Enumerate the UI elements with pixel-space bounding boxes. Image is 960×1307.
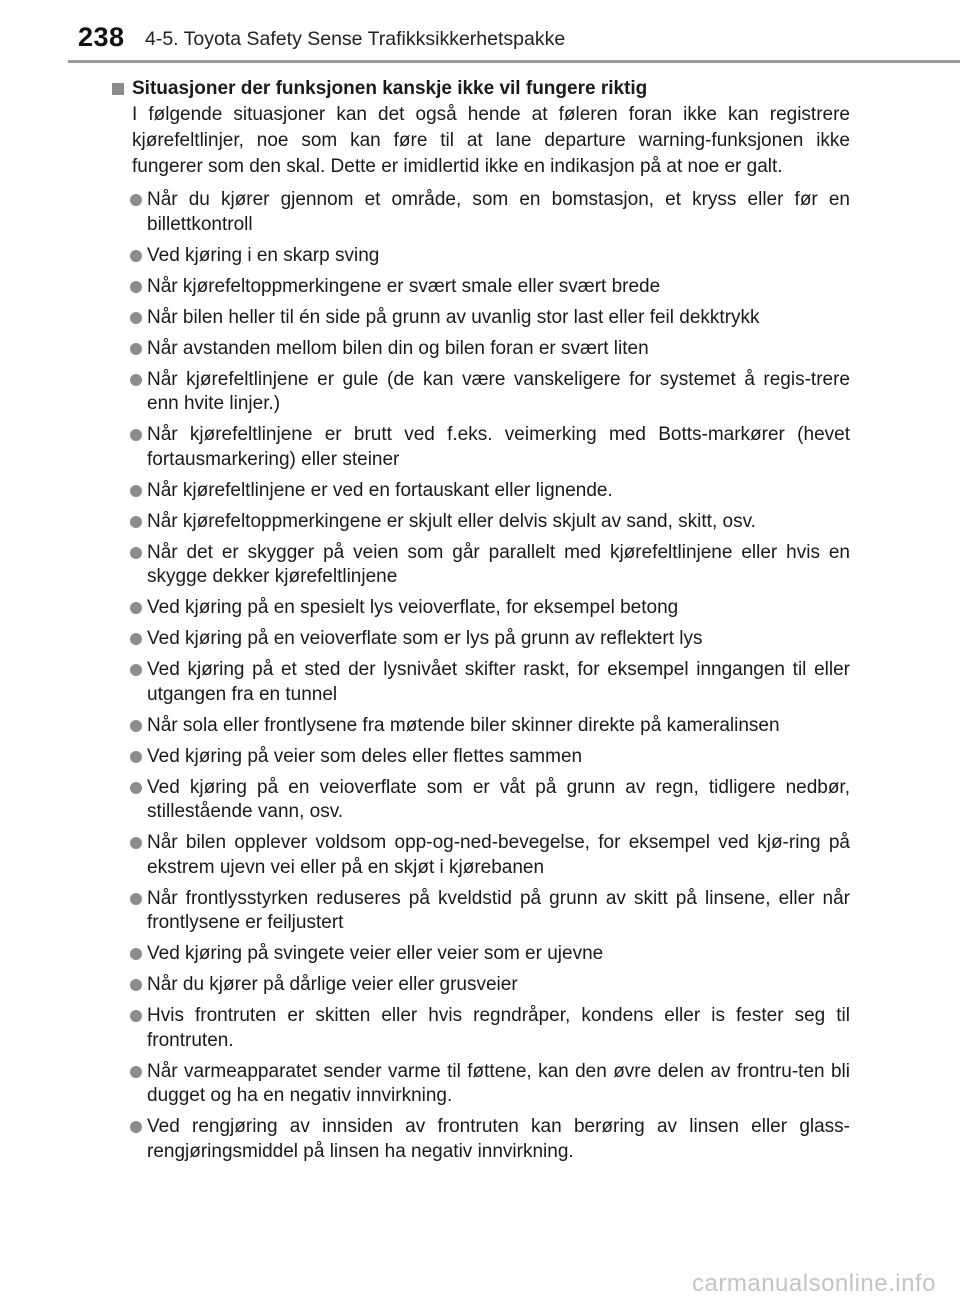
- main-content: [110, 70, 850, 1171]
- list-item: [110, 368, 850, 417]
- list-item-text: Ved kjøring på veier som deles eller flettes sammen: [147, 745, 583, 767]
- list-item: [110, 1060, 850, 1109]
- circle-bullet-icon: [130, 664, 142, 676]
- header-divider: [68, 60, 960, 63]
- list-item: [110, 275, 850, 300]
- list-item-text: Når kjørefeltoppmerkingene er svært smale eller svært brede: [147, 275, 661, 297]
- circle-bullet-icon: [130, 1121, 142, 1133]
- page-header: [0, 0, 960, 62]
- intro-paragraph: I følgende situasjoner kan det også hende at føleren foran ikke kan registrere kjørefeltlinjer, noe som kan føre til at lane departure warning-funksjonen ikke fungerer som den skal. Dette er imidlertid ikke en indikasjon på at noe er galt.: [132, 104, 850, 177]
- list-item: [110, 1004, 850, 1053]
- circle-bullet-icon: [130, 429, 142, 441]
- list-item: [110, 745, 850, 770]
- circle-bullet-icon: [130, 516, 142, 528]
- section-title: 4-5. Toyota Safety Sense Trafikksikkerhetspakke: [145, 28, 566, 50]
- list-item: [110, 541, 850, 590]
- circle-bullet-icon: [130, 547, 142, 559]
- list-item: [110, 776, 850, 825]
- circle-bullet-icon: [130, 1010, 142, 1022]
- list-item-text: Når kjørefeltlinjene er brutt ved f.eks. veimerking med Botts-markører (hevet fortausmarkering) eller steiner: [147, 424, 850, 470]
- list-item-text: Når du kjører gjennom et område, som en bomstasjon, et kryss eller før en billettkontroll: [147, 189, 850, 235]
- list-item-text: Ved kjøring på en veioverflate som er våt på grunn av regn, tidligere nedbør, stillestående vann, osv.: [147, 776, 850, 822]
- circle-bullet-icon: [130, 720, 142, 732]
- list-item-text: Ved kjøring på et sted der lysnivået skifter raskt, for eksempel inngangen til eller utgangen fra en tunnel: [147, 659, 850, 705]
- list-item: [110, 244, 850, 269]
- situation-list: [110, 188, 850, 1164]
- list-item-text: Ved kjøring på en spesielt lys veioverflate, for eksempel betong: [147, 597, 679, 618]
- list-item-text: Ved kjøring på svingete veier eller veier som er ujevne: [147, 943, 604, 964]
- list-item: [110, 942, 850, 967]
- page-number: 238: [78, 22, 125, 52]
- list-item: [110, 714, 850, 739]
- list-item-text: Når avstanden mellom bilen din og bilen foran er svært liten: [147, 337, 649, 359]
- circle-bullet-icon: [130, 602, 142, 614]
- list-item: [110, 423, 850, 472]
- list-item: [110, 973, 850, 998]
- watermark: carmanualsonline.info: [692, 1270, 936, 1297]
- list-item-text: Ved kjøring på en veioverflate som er lys på grunn av reflektert lys: [147, 628, 703, 649]
- circle-bullet-icon: [130, 485, 142, 497]
- list-item: [110, 188, 850, 237]
- list-item-text: Når kjørefeltlinjene er ved en fortauskant eller lignende.: [147, 479, 613, 501]
- circle-bullet-icon: [130, 281, 142, 293]
- list-item-text: Når du kjører på dårlige veier eller grusveier: [147, 974, 518, 995]
- list-item-text: Når kjørefeltoppmerkingene er skjult eller delvis skjult av sand, skitt, osv.: [147, 510, 756, 532]
- circle-bullet-icon: [130, 837, 142, 849]
- circle-bullet-icon: [130, 312, 142, 324]
- list-item-text: Når sola eller frontlysene fra møtende biler skinner direkte på kameralinsen: [147, 714, 780, 736]
- list-item: [110, 337, 850, 362]
- list-item: [110, 887, 850, 936]
- circle-bullet-icon: [130, 250, 142, 262]
- circle-bullet-icon: [130, 343, 142, 355]
- circle-bullet-icon: [130, 893, 142, 905]
- list-item: [110, 510, 850, 535]
- circle-bullet-icon: [130, 1066, 142, 1078]
- list-item-text: Når kjørefeltlinjene er gule (de kan være vanskeligere for systemet å regis-trere enn hvite linjer.): [147, 368, 850, 414]
- circle-bullet-icon: [130, 979, 142, 991]
- section-heading-text: Situasjoner der funksjonen kanskje ikke vil fungere riktig: [132, 78, 648, 99]
- list-item-text: Når bilen heller til én side på grunn av uvanlig stor last eller feil dekktrykk: [147, 306, 760, 328]
- circle-bullet-icon: [130, 374, 142, 386]
- list-item-text: Ved rengjøring av innsiden av frontruten kan berøring av linsen eller glass-rengjøringsmiddel på linsen ha negativ innvirkning.: [147, 1116, 850, 1162]
- list-item: [110, 1115, 850, 1164]
- list-item: [110, 627, 850, 652]
- section-heading: [110, 76, 850, 102]
- list-item: [110, 596, 850, 621]
- circle-bullet-icon: [130, 948, 142, 960]
- list-item-text: Når frontlysstyrken reduseres på kveldstid på grunn av skitt på linsene, eller når frontlysene er feiljustert: [147, 887, 850, 933]
- circle-bullet-icon: [130, 751, 142, 763]
- list-item-text: Når varmeapparatet sender varme til føttene, kan den øvre delen av frontru-ten bli dugget og ha en negativ innvirkning.: [147, 1060, 850, 1106]
- list-item: [110, 479, 850, 504]
- list-item-text: Når bilen opplever voldsom opp-og-ned-bevegelse, for eksempel ved kjø-ring på ekstrem ujevn vei eller på en skjøt i kjørebanen: [147, 832, 850, 878]
- list-item: [110, 658, 850, 707]
- list-item-text: Når det er skygger på veien som går parallelt med kjørefeltlinjene eller hvis en skygge dekker kjørefeltlinjene: [147, 541, 850, 587]
- list-item-text: Hvis frontruten er skitten eller hvis regndråper, kondens eller is fester seg til frontruten.: [147, 1005, 850, 1051]
- square-bullet-icon: [112, 83, 124, 95]
- list-item: [110, 306, 850, 331]
- circle-bullet-icon: [130, 633, 142, 645]
- circle-bullet-icon: [130, 782, 142, 794]
- list-item-text: Ved kjøring i en skarp sving: [147, 244, 380, 266]
- list-item: [110, 831, 850, 880]
- circle-bullet-icon: [130, 194, 142, 206]
